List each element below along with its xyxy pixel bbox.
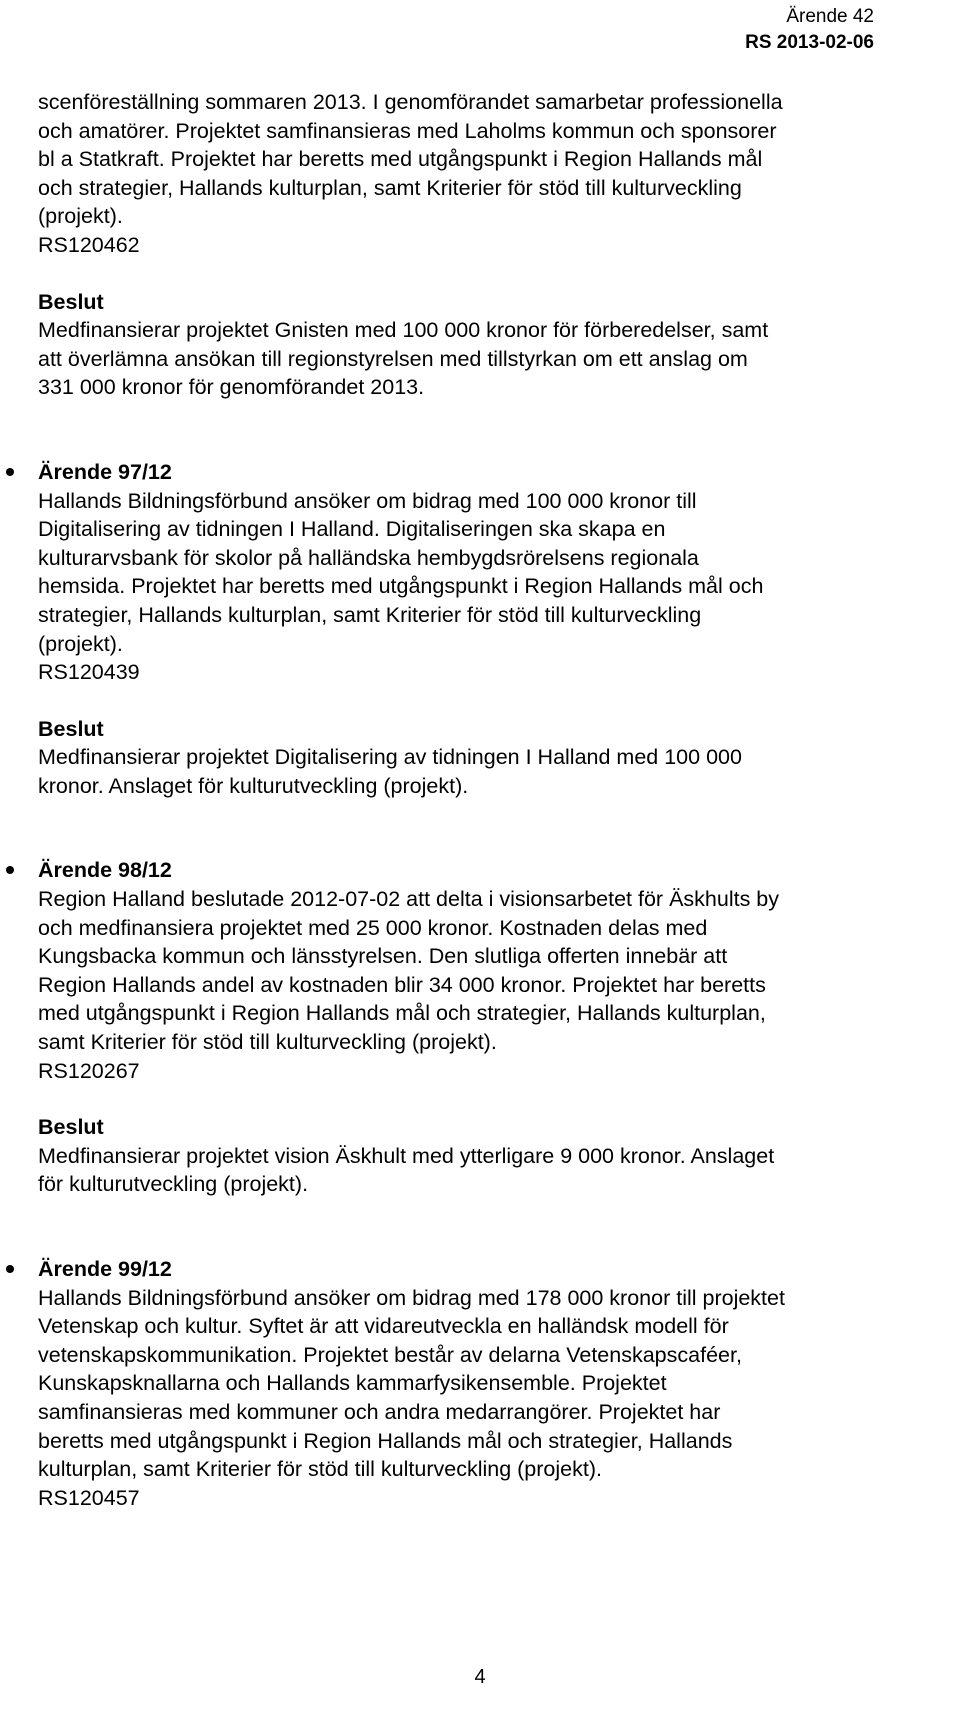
intro-line: bl a Statkraft. Projektet har beretts med utgångspunkt i Region Hallands mål [38,147,763,172]
intro-line: och strategier, Hallands kulturplan, samt Kriterier för stöd till kulturveckling [38,175,742,200]
case-line: strategier, Hallands kulturplan, samt Kriterier för stöd till kulturveckling [38,602,702,627]
decision-line: kronor. Anslaget för kulturutveckling (projekt). [38,773,469,798]
case-line: Region Hallands andel av kostnaden blir 34 000 kronor. Projektet har beretts [38,972,766,997]
case-title: Ärende 98/12 [38,858,172,883]
bullet-icon [6,866,14,874]
case-line: samt Kriterier för stöd till kulturveckling (projekt). [38,1030,497,1055]
decision-line: Medfinansierar projektet Gnisten med 100 000 kronor för förberedelser, samt [38,318,769,343]
intro-line: (projekt). [38,204,123,229]
case-section [38,458,888,801]
decision-line: Medfinansierar projektet Digitalisering av tidningen I Halland med 100 000 [38,745,742,770]
reference-number: RS120439 [38,660,140,685]
decision-line: Medfinansierar projektet vision Äskhult med ytterligare 9 000 kronor. Anslaget [38,1143,775,1168]
case-line: kulturarvsbank för skolor på halländska hembygdsrörelsens regionala [38,545,699,570]
case-line: och medfinansiera projektet med 25 000 kronor. Kostnaden delas med [38,915,708,940]
case-line: med utgångspunkt i Region Hallands mål och strategier, Hallands kulturplan, [38,1001,766,1026]
case-line: Kunskapsknallarna och Hallands kammarfysikensemble. Projektet [38,1371,667,1396]
case-section [38,856,888,1199]
header-date-reference: RS 2013-02-06 [745,32,874,53]
case-line: Vetenskap och kultur. Syftet är att vidareutveckla en halländsk modell för [38,1314,729,1339]
case-title: Ärende 99/12 [38,1257,172,1281]
case-title: Ärende 97/12 [38,459,172,484]
decision-heading: Beslut [38,1115,104,1140]
case-section [38,1255,888,1512]
case-line: beretts med utgångspunkt i Region Hallands mål och strategier, Hallands [38,1428,733,1453]
page-number: 4 [474,1666,486,1688]
case-line: samfinansieras med kommuner och andra medarrangörer. Projektet har [38,1399,721,1424]
intro-section [38,88,888,402]
decision-heading: Beslut [38,289,104,314]
case-line: Region Halland beslutade 2012-07-02 att delta i visionsarbetet för Äskhults by [38,887,780,912]
intro-line: scenföreställning sommaren 2013. I genomförandet samarbetar professionella [38,90,783,114]
decision-line: att överlämna ansökan till regionstyrelsen med tillstyrkan om ett anslag om [38,346,748,371]
case-line: kulturplan, samt Kriterier för stöd till kulturveckling (projekt). [38,1457,602,1482]
case-line: hemsida. Projektet har beretts med utgångspunkt i Region Hallands mål och [38,574,764,599]
case-line: Digitalisering av tidningen I Halland. Digitaliseringen ska skapa en [38,517,666,542]
reference-number: RS120457 [38,1485,140,1510]
case-line: vetenskapskommunikation. Projektet består av delarna Vetenskapscaféer, [38,1342,742,1367]
bullet-icon [6,468,14,476]
decision-line: 331 000 kronor för genomförandet 2013. [38,375,425,400]
bullet-icon [6,1265,14,1273]
document-body [38,88,888,1512]
decision-heading: Beslut [38,716,104,741]
reference-number: RS120267 [38,1058,140,1083]
decision-line: för kulturutveckling (projekt). [38,1172,309,1197]
document-header [745,4,874,56]
header-case-reference: Ärende 42 [786,6,874,27]
case-line: Hallands Bildningsförbund ansöker om bidrag med 100 000 kronor till [38,488,697,513]
case-line: Kungsbacka kommun och länsstyrelsen. Den slutliga offerten innebär att [38,944,728,969]
reference-number: RS120462 [38,232,140,257]
intro-line: och amatörer. Projektet samfinansieras med Laholms kommun och sponsorer [38,118,777,143]
case-line: Hallands Bildningsförbund ansöker om bidrag med 178 000 kronor till projektet [38,1285,785,1310]
case-line: (projekt). [38,631,123,656]
